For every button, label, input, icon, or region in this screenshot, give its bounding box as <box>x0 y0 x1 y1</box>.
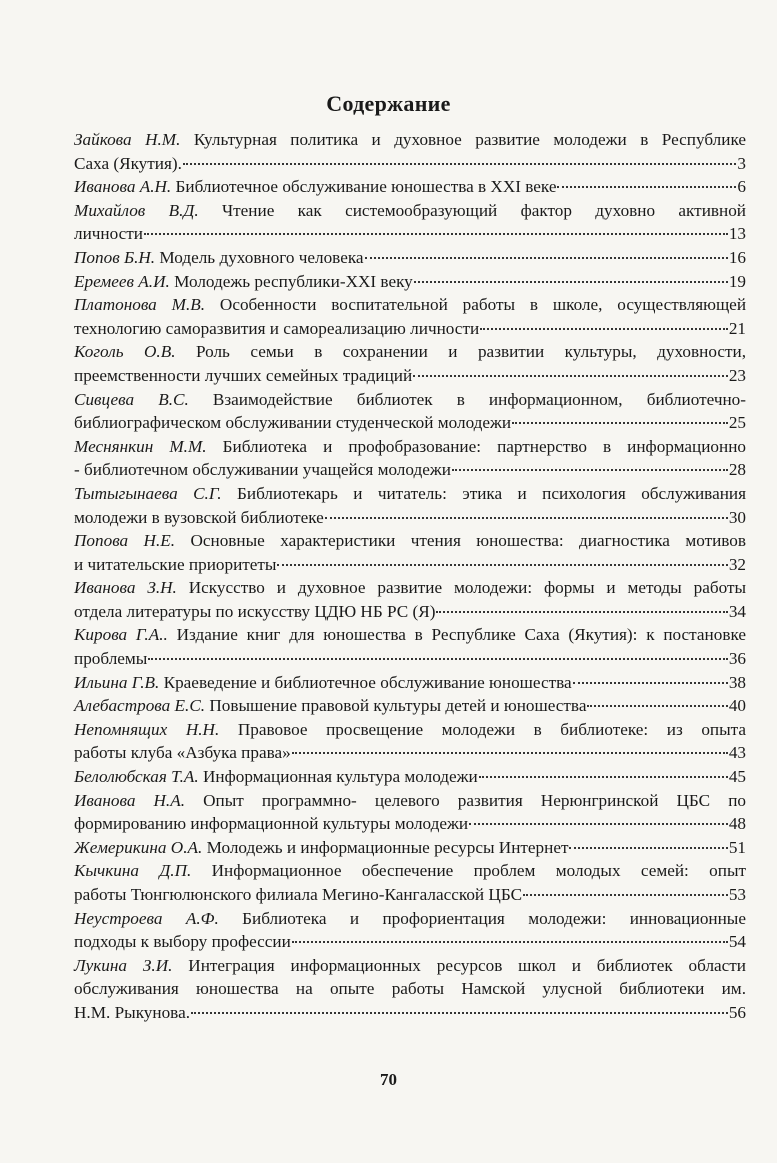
entry-title-line <box>74 789 746 813</box>
entry-title-text <box>74 883 522 907</box>
entry-page-number[interactable]: 48 <box>728 814 746 834</box>
entry-last-line <box>74 458 746 482</box>
entry-title-text <box>74 270 413 294</box>
entry-title-text <box>74 1001 190 1025</box>
toc-entry[interactable] <box>74 199 746 246</box>
dot-leader <box>469 822 728 825</box>
entry-title-text <box>74 246 364 270</box>
entry-title-text: Издание книг для юношества в Республике Саха (Якутия): к постановке <box>176 625 746 645</box>
entry-title-tail: молодежи в вузовской библиотеке <box>74 507 324 527</box>
entry-title-text <box>74 671 572 695</box>
entry-title-tail: Краеведение и библиотечное обслуживание юношества <box>163 672 572 692</box>
entry-title-text <box>74 647 147 671</box>
entry-author: Белолюбская Т.А. <box>74 767 199 787</box>
entry-title-text: Искусство и духовное развитие молодежи: формы и методы работы <box>188 578 747 598</box>
entry-title-text: Взаимодействие библиотек в информационном, библиотечно- <box>212 389 746 409</box>
entry-title-line <box>74 128 746 152</box>
toc-entry[interactable] <box>74 175 746 199</box>
entry-last-line <box>74 411 746 435</box>
entry-author: Жемерикина О.А. <box>74 837 203 857</box>
entry-author: Попов Б.Н. <box>74 247 156 267</box>
entry-last-line <box>74 246 746 270</box>
entry-last-line <box>74 317 746 341</box>
entry-title-tail: работы клуба «Азбука права» <box>74 743 291 763</box>
entry-page-number[interactable]: 40 <box>728 696 746 716</box>
entry-author: Меснянкин М.М. <box>74 436 207 456</box>
toc-entry[interactable] <box>74 270 746 294</box>
page-number: 70 <box>380 1070 397 1089</box>
entry-title-tail: и читательские приоритеты <box>74 554 277 574</box>
entry-title-line <box>74 977 746 1001</box>
entry-last-line <box>74 930 746 954</box>
entry-title-text <box>74 506 324 530</box>
entry-title-tail: личности <box>74 224 143 244</box>
entry-title-line <box>74 718 746 742</box>
entry-last-line <box>74 883 746 907</box>
entry-author: Кычкина Д.П. <box>74 861 192 881</box>
entry-page-number[interactable]: 45 <box>728 767 746 787</box>
entry-title-tail: Молодежь и информационные ресурсы Интернет <box>206 837 569 857</box>
toc-entry[interactable] <box>74 293 746 340</box>
entry-title-tail: Н.М. Рыкунова. <box>74 1002 190 1022</box>
entry-title-tail: отдела литературы по искусству ЦДЮ НБ РС (Я) <box>74 601 436 621</box>
entry-title-text <box>74 175 556 199</box>
entry-title-text <box>74 930 291 954</box>
entry-title-line <box>74 907 746 931</box>
entry-page-number[interactable]: 30 <box>728 507 746 527</box>
entry-last-line <box>74 836 746 860</box>
entry-title-line <box>74 435 746 459</box>
entry-title-line <box>74 954 746 978</box>
entry-author: Лукина З.И. <box>74 955 173 975</box>
entry-title-tail: проблемы <box>74 649 148 669</box>
entry-author: Непомнящих Н.Н. <box>74 719 220 739</box>
entry-last-line <box>74 364 746 388</box>
entry-last-line <box>74 1001 746 1025</box>
entry-title-line <box>74 340 746 364</box>
entry-last-line <box>74 765 746 789</box>
entry-title-line <box>74 623 746 647</box>
entry-last-line <box>74 553 746 577</box>
dot-leader <box>436 610 727 613</box>
entry-title-text <box>74 458 451 482</box>
toc-entry[interactable] <box>74 340 746 387</box>
entry-author: Алебастрова Е.С. <box>74 696 206 716</box>
entry-author: Неустроева А.Ф. <box>74 908 219 928</box>
dot-leader <box>183 162 736 165</box>
entry-title-text: Чтение как системообразующий фактор духовно активной <box>222 200 746 220</box>
entry-last-line <box>74 694 746 718</box>
entry-page-number[interactable]: 32 <box>728 554 746 574</box>
entry-title-text <box>74 411 511 435</box>
entry-last-line <box>74 741 746 765</box>
entry-page-number[interactable]: 36 <box>728 649 746 669</box>
toc-entry[interactable] <box>74 789 746 836</box>
dot-leader <box>325 516 728 519</box>
entry-title-text: Правовое просвещение молодежи в библиотеке: из опыта <box>237 719 747 739</box>
page-title: Содержание <box>326 90 451 116</box>
dot-leader <box>277 563 727 566</box>
entry-title-tail: работы Тюнгюлюнского филиала Мегино-Кангаласской ЦБС <box>74 885 523 904</box>
entry-last-line <box>74 270 746 294</box>
entry-title-line <box>74 388 746 412</box>
dot-leader <box>569 846 727 849</box>
entry-title-tail: Модель духовного человека <box>159 247 364 267</box>
entry-title-tail: преемственности лучших семейных традиций <box>74 365 413 385</box>
entry-title-tail: Библиотечное обслуживание юношества в XXI веке <box>175 177 557 197</box>
toc-entry[interactable] <box>74 576 746 623</box>
entry-page-number[interactable]: 21 <box>728 318 746 338</box>
entry-page-number[interactable]: 25 <box>728 413 746 433</box>
entry-title-text: Опыт программно- целевого развития Нерюнгринской ЦБС по <box>203 790 747 810</box>
entry-author: Еремеев А.И. <box>74 271 170 291</box>
entry-title-tail: библиографическом обслуживании студенческой молодежи <box>74 413 512 433</box>
entry-title-text <box>74 553 276 577</box>
dot-leader <box>148 657 727 660</box>
dot-leader <box>573 681 728 684</box>
entry-title-line <box>74 199 746 223</box>
entry-title-text: обслуживания юношества на опыте работы Намской улусной библиотеки им. <box>74 979 746 999</box>
entry-title-text <box>74 152 182 176</box>
entry-title-text <box>74 765 478 789</box>
entry-page-number[interactable]: 19 <box>728 271 746 291</box>
entry-title-text <box>74 364 412 388</box>
entry-page-number[interactable]: 28 <box>728 460 746 480</box>
entry-title-tail: Саха (Якутия). <box>74 153 182 173</box>
entry-author: Попова Н.Е. <box>74 531 176 551</box>
entry-last-line <box>74 812 746 836</box>
dot-leader <box>144 232 728 235</box>
dot-leader <box>523 893 728 896</box>
entry-author: Кирова Г.А.. <box>74 625 168 645</box>
entry-author: Зайкова Н.М. <box>74 130 181 149</box>
entry-page-number[interactable]: 3 <box>737 153 746 173</box>
entry-last-line <box>74 175 746 199</box>
dot-leader <box>480 327 728 330</box>
entry-title-text: Особенности воспитательной работы в школе, осуществляющей <box>219 295 747 315</box>
entry-title-tail: формированию информационной культуры молодежи <box>74 814 469 834</box>
entry-title-text: Культурная политика и духовное развитие молодежи в Республике <box>193 130 747 149</box>
entry-last-line <box>74 647 746 671</box>
toc-entry[interactable] <box>74 907 746 954</box>
dot-leader <box>479 775 728 778</box>
dot-leader <box>414 280 728 283</box>
entry-page-number[interactable]: 38 <box>728 672 746 692</box>
entry-title-text: Интеграция информационных ресурсов школ и библиотек области <box>188 955 746 975</box>
entry-author: Тытыгынаева С.Г. <box>74 483 222 503</box>
dot-leader <box>191 1011 728 1014</box>
dot-leader <box>557 185 736 188</box>
entry-page-number[interactable]: 13 <box>728 224 746 244</box>
table-of-contents <box>74 128 746 1025</box>
dot-leader <box>512 421 728 424</box>
entry-page-number[interactable]: 54 <box>728 932 746 952</box>
entry-author: Иванова Н.А. <box>74 790 185 810</box>
entry-page-number[interactable]: 23 <box>728 365 746 385</box>
entry-title-text <box>74 694 586 718</box>
entry-title-tail: подходы к выбору профессии <box>74 932 291 952</box>
toc-entry[interactable] <box>74 246 746 270</box>
dot-leader <box>292 940 728 943</box>
toc-entry[interactable] <box>74 623 746 670</box>
entry-title-tail: Повышение правовой культуры детей и юношества <box>209 696 587 716</box>
entry-title-tail: технологию саморазвития и самореализацию личности <box>74 318 480 338</box>
toc-entry[interactable] <box>74 694 746 718</box>
toc-entry[interactable] <box>74 388 746 435</box>
entry-title-line <box>74 859 746 883</box>
entry-title-text <box>74 222 143 246</box>
entry-title-text <box>74 812 468 836</box>
toc-entry[interactable] <box>74 529 746 576</box>
entry-last-line <box>74 506 746 530</box>
entry-author: Иванова З.Н. <box>74 578 177 598</box>
entry-author: Платонова М.В. <box>74 295 206 315</box>
entry-page-number[interactable]: 56 <box>728 1002 746 1022</box>
entry-title-text <box>74 600 435 624</box>
entry-title-text <box>74 741 291 765</box>
entry-page-number[interactable]: 43 <box>728 743 746 763</box>
toc-entry[interactable] <box>74 482 746 529</box>
entry-page-number[interactable]: 53 <box>728 885 746 904</box>
entry-title-text: Библиотека и профобразование: партнерство в информационно <box>222 436 746 456</box>
toc-entry[interactable] <box>74 128 746 175</box>
entry-title-line <box>74 482 746 506</box>
entry-title-tail: Информационная культура молодежи <box>203 767 478 787</box>
entry-last-line <box>74 671 746 695</box>
dot-leader <box>365 256 728 259</box>
entry-last-line <box>74 222 746 246</box>
toc-entry[interactable] <box>74 859 746 906</box>
entry-last-line <box>74 600 746 624</box>
entry-author: Коголь О.В. <box>74 342 176 362</box>
entry-page-number[interactable]: 34 <box>728 601 746 621</box>
entry-page-number[interactable]: 51 <box>728 837 746 857</box>
entry-page-number[interactable]: 16 <box>728 247 746 267</box>
entry-title-tail: - библиотечном обслуживании учащейся молодежи <box>74 460 451 480</box>
entry-author: Ильина Г.В. <box>74 672 160 692</box>
toc-entry[interactable] <box>74 718 746 765</box>
entry-author: Иванова А.Н. <box>74 177 172 197</box>
entry-title-text: Роль семьи в сохранении и развитии культуры, духовности, <box>195 342 746 362</box>
entry-title-line <box>74 576 746 600</box>
toc-entry[interactable] <box>74 435 746 482</box>
entry-last-line <box>74 152 746 176</box>
entry-author: Михайлов В.Д. <box>74 200 199 220</box>
toc-entry[interactable] <box>74 836 746 860</box>
toc-entry[interactable] <box>74 765 746 789</box>
entry-author: Сивцева В.С. <box>74 389 189 409</box>
dot-leader <box>292 751 728 754</box>
entry-title-text <box>74 317 479 341</box>
entry-title-tail: Молодежь республики-XXI веку <box>174 271 413 291</box>
entry-page-number[interactable]: 6 <box>737 177 746 197</box>
dot-leader <box>587 704 727 707</box>
entry-title-line <box>74 529 746 553</box>
entry-title-text: Информационное обеспечение проблем молодых семей: опыт <box>211 861 746 881</box>
entry-title-line <box>74 293 746 317</box>
toc-entry[interactable] <box>74 671 746 695</box>
entry-title-text <box>74 836 568 860</box>
entry-title-text: Библиотека и профориентация молодежи: инновационные <box>242 908 746 928</box>
entry-title-text: Библиотекарь и читатель: этика и психология обслуживания <box>237 483 746 503</box>
dot-leader <box>452 468 728 471</box>
entry-title-text: Основные характеристики чтения юношества: диагностика мотивов <box>190 531 747 551</box>
toc-entry[interactable] <box>74 954 746 1025</box>
dot-leader <box>413 374 728 377</box>
